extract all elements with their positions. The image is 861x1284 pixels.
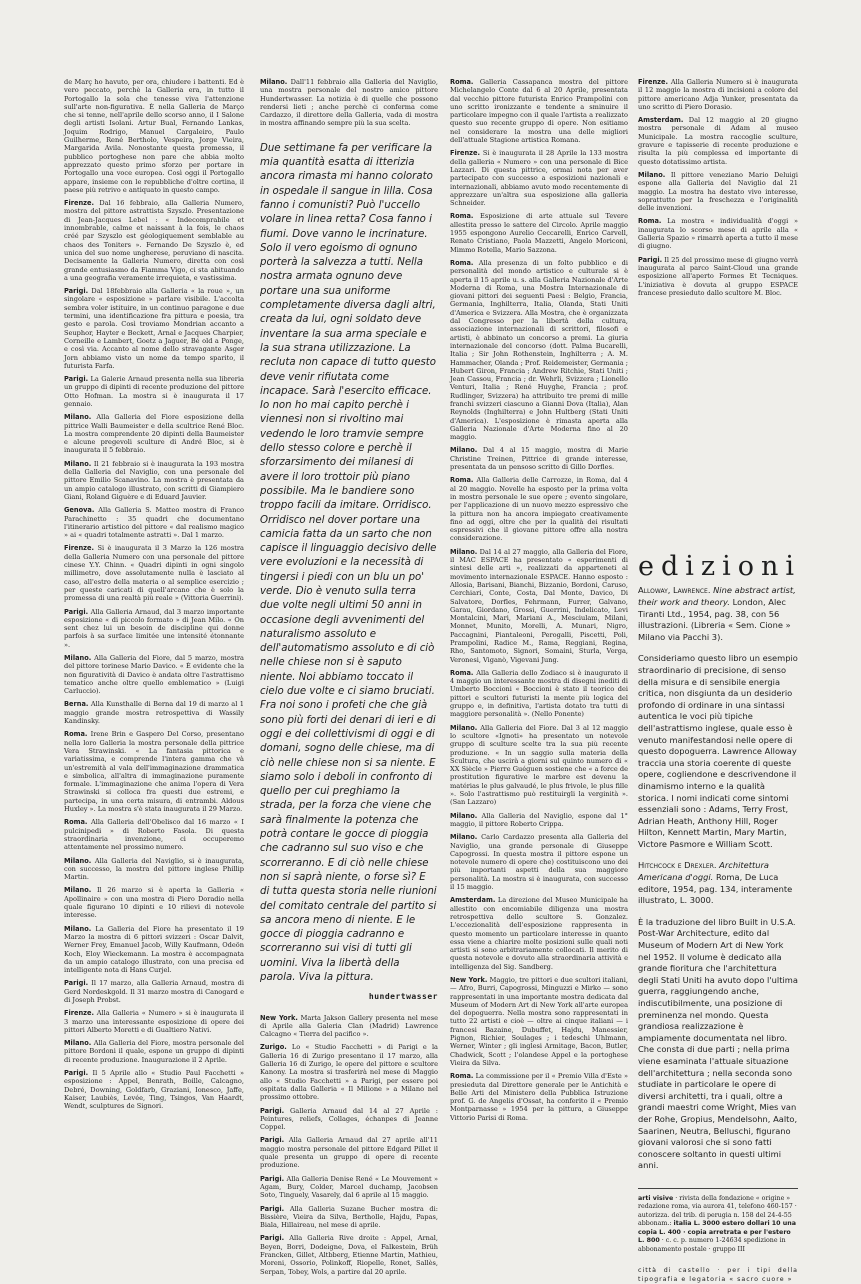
news-city: Parigi. [64, 979, 89, 988]
news-city: Milano. [64, 459, 92, 468]
news-item [450, 812, 628, 829]
news-text: La commissione per il « Premio Villa d'Este » presieduta dal Direttore generale per le Antichità e Belle Arti del Ministero della Pubblica Istruzione prof. G. de Angelis d'Ossat, ha conferito il « Premio Montparnasse » 1954 per la pittura, a Giuseppe Vittorio Parisi di Roma. [450, 1072, 628, 1122]
news-item [64, 375, 244, 408]
news-text: Alla Galleria Denise René « Le Mouvement » Agam, Bury, Colder, Marcel duchamp, Jacobsen Soto, Tinguely, Vasarely, dal 6 aprile al 15 maggio. [260, 1174, 438, 1200]
news-text: Il 5 Aprile allo « Studio Paul Facchetti » esposizione : Appel, Benrath, Boille, Calcagno, Debré, Downing, Goldfarb, Graziani, Ionesco, Jaffe, Kaiser, Laubiès, Levée, Ting, Tsingos, Van Haardt, Wendt, sculptures de Signori. [64, 1069, 244, 1111]
news-city: Milano. [260, 78, 288, 86]
news-city: Milano. [64, 924, 92, 933]
printer-footer: città di castello · per i tipi della tipografia e legatoria « sacro cuore » [638, 1267, 798, 1284]
news-text: Alla Galleria dello Zodiaco si è inaugurato il 4 maggio un interessante mostra di disegni inediti di Umberto Boccioni « Boccioni è stato il teorico dei pittori e scultori futuristi la mente più logica del gruppo e, in definitiva, l'artista dotato tra tutti di maggiore personalità ». (Nello Ponente) [450, 668, 628, 719]
news-item [64, 544, 244, 602]
news-city: Milano. [64, 856, 92, 865]
news-city: Parigi. [64, 287, 89, 296]
news-text: Maggio, tre pittori e due scultori italiani, — Afro, Burri, Capogrossi, Minguzzi e Mirko — sono rappresentati in una importante mostra dedicata dal Museum of Modern Art di New York all'arte europea del dopoguerra. Nella mostra sono rappresentati in tutto 22 artisti e cioè — oltre ai cinque italiani — i francesi Bazaine, Dubuffet, Hajdu, Manessier, Pignon, Richier, Soulages ; i tedeschi Uhlmann, Werner, Winter ; gli inglesi Armitage, Bacon, Butler, Chadwick, Scott ; l'olandese Appel e la portoghese Vieira da Silva. [450, 975, 628, 1067]
news-city: Parigi. [64, 1069, 89, 1078]
news-city: Firenze. [64, 199, 94, 208]
news-text: Dal 18febbraio alla Galleria « la roue », un singolare « esposizione » parlare visibile. L'accolta sembra voler istituire, in un continuo paragone e due termini, una identificazione fra pittura e poesia, tra gesto e parola. Così troviamo Mondrian accanto a Seuphor, Hayter e Beckett, Arnal e Jacques Charpier, Corneille e Lambert, Goetz a Jaguer, Bé old a Ponge, e così via. Accanto al nome dello stravagante Asger Jorn abbiamo visto un nome da tempo sparito, il futurista Farfa. [64, 287, 244, 370]
news-city: Roma. [450, 1072, 474, 1081]
news-city: Parigi. [260, 1234, 285, 1243]
news-city: Roma. [450, 78, 474, 86]
news-item [260, 1205, 438, 1230]
news-item [450, 669, 628, 719]
news-text: Alla Galleria del Naviglio, espone dal 1° maggio, il pittore Roberto Crippa. [450, 811, 628, 828]
news-city: Parigi. [260, 1136, 285, 1145]
news-text: de Març ho havuto, per ora, chiudere i battenti. Ed è vero peccato, perchè la Galleria era, in tutto il Portogallo la sola che tenesse viva l'attenzione sull'arte non-figurativa. È nella Galleria de Março che si tenne, nell'aprile dello scorso anno, il I Salone degli artisti Isolani. Artur Bual, Fernando Lankas, Joquim Rodrigo, Manuel Cargaleiro, Paulo Guilherme, René Bertholo, Vespeira, Jorge Vieira, Margarida Avila. Nonostante questa promessa, il pubblico portoghese non pare che abbia molto apprezzato questo primo sforzo per portare in Portogallo una voce europea. Così oggi il Portogallo appare, insieme con le repubbliche d'oltre cortina, il paese più retrivo e antiquato in questo campo. [64, 78, 244, 194]
news-item [64, 925, 244, 975]
news-city: Parigi. [64, 607, 89, 616]
news-item [64, 818, 244, 851]
colophon-postal: · c. c. p. numero 1-24634 spedizione in abbonamento postale · gruppo III [638, 1237, 786, 1253]
news-text: Dal 12 maggio al 20 giugno mostra personale di Adam al museo Municipale. La mostra raccoglie sculture, gravure e tapisserie di recente produzione e risulta la più complessa ed importante di questo dotatissimo artista. [638, 116, 798, 166]
news-city: Roma. [64, 818, 88, 827]
news-city: Milano. [450, 811, 478, 820]
news-item [638, 171, 798, 212]
news-text: Alla Galleria delle Carrozze, in Roma, dal 4 al 20 maggio. Novelle ha esposto per la prima volta in mostra personale le sue opere ; evento singolare, per l'applicazione di un nuovo mezzo espressivo che la pittura non ha ancora impiegato creativamente fino ad oggi, oltre che per la qualità dei risultati espressivi che il giovane pittore offre alla nostra considerazione. [450, 476, 628, 543]
colophon-divider [638, 1188, 798, 1189]
news-text: Il 21 febbraio si è inaugurata la 193 mostra della Galleria del Naviglio, con una personale del pittore Emilio Scanavino. La mostra è presentata da un ampio catalogo illustrato, con scritti di Giampiero Giani, Roland Giguère e di Eduard Jauvier. [64, 459, 244, 501]
book-author: Alloway, Lawrence. [638, 585, 711, 596]
news-item [64, 654, 244, 695]
news-text: Dal 16 febbraio, alla Galleria Numero, mostra del pittore astrattista Szyszlo. Presentazione di Jean-Jacques Lebel : « Indecomprabile et innombrable, calme et naissant à la fois, le chaos créé par Szyszlo est géologiquement semblable au chaos des Toniters ». Fernando De Szyszlo è, ed unica del suo nome ungherese, peruviano di nascita. Decisamente la Galleria Numero, diretta con così grande entusiasmo da Fiamma Vigo, ci sta abituando a una geografia veramente irrequieta, e vastissima. [64, 199, 244, 282]
news-text: Alla presenza di un folto pubblico e di personalità del mondo artistico e culturale si è aperta il 15 aprile u. s. alla Galleria Nazionale d'Arte Moderna di Roma, una Mostra Internazionale di giovani pittori dei seguenti Paesi : Belgio, Francia, Germania, Inghilterra, Italia, Olanda, Stati Uniti d'America e Svizzera. Alla Mostra, che è organizzata dal Congresso per la libertà della cultura, associazione internazionali di scrittori, filosofi e artisti, è abbinato un concorso a premi. La giuria internazionale del concorso (dott. Palma Bucarelli, Italia ; Sir John Rothenstein, Inghilterra ; A. M. Hammacher, Olanda ; Prof. Reidemeister, Germania ; Hubert Giron, Francia ; Andrew Ritchie, Stati Uniti ; Jean Cassou, Francia ; dr. Wehrli, Svizzera ; Lionello Venturi, Italia ; René Huyghe, Francia ; prof. Rudlinger, Svizzera) ha attribuito tre premi di mille franchi svizzeri ciascuno a Gianni Dova (Italia), Alan Reynolds (Inghilterra) e John Hultberg (Stati Uniti d'America). L'esposizione è rimasta aperta alla Galleria Nazionale d'Arte Moderna fino al 20 maggio. [450, 258, 628, 442]
news-item [638, 116, 798, 166]
news-item [64, 413, 244, 454]
news-city: Parigi. [260, 1106, 285, 1115]
news-item [260, 1175, 438, 1200]
news-text: La Galerie Arnaud presenta nella sua libreria un gruppo di dipinti di recente produzione del pittore Otto Hofman. La mostra si è inaugurata il 17 gennaio. [64, 375, 244, 408]
news-text: Si è inaugurata il 28 Aprile la 133 mostra della galleria « Numero » con una personale di Bice Lazzari. Di questa pittrice, ormai nota per aver partecipato con successo a esposizioni nazionali e internazionali, abbiamo avuto modo recentemente di apprezzare un'altra sua esposizione alla galleria Schneider. [450, 149, 628, 208]
news-text: La direzione del Museo Municipale ha allestito con encomiabile diligenza una mostra retrospettiva dello scultore S. Gonzalez. L'eccezionalità dell'esposizione rappresenta in questo momento un particolare interesse in quanto essa viene a chiarire molte posizioni sulle quali noti artisti si sono arbitrariamente collocati. Il merito di questa notevole e dovuto alla straordinaria attività e intelligenza del Sig. Sandberg. [450, 896, 628, 971]
news-text: Il 26 marzo si è aperta la Galleria « Apollinaire » con una mostra di Piero Doradio nella quale figurano 10 dipinti e 10 rilievi di notevole interesse. [64, 886, 244, 920]
news-city: Milano. [638, 170, 666, 179]
column-3 [450, 78, 628, 1127]
book-author: Hitchcock e Drexler. [638, 860, 717, 871]
news-text: Alla Galleria del Fiore, mostra personale del pittore Bordoni il quale, espone un gruppo di dipinti di recente produzione. Inaugurazione il 2 Aprile. [64, 1039, 244, 1064]
news-item [638, 256, 798, 297]
news-text: Alla Galleria Suzane Bucher mostra di: Bissière, Vieira da Silva, Bertholle, Hajdu, Papas, Biala, Hillaireau, nel mese di aprile. [260, 1204, 438, 1230]
news-city: Parigi. [260, 1204, 285, 1213]
news-text: Alla Galleria Rive droite : Appel, Arnal, Beyen, Borri, Dodeigne, Dova, el Falkestein, Brüh Francken, Gillet, Altbberg, Etienne Martin, Mathieu, Moreni, Ossorio, Polinkoff, Riopelle, Ronet, Sallès, Serpan, Tobey, Wols, a partire dal 20 aprile. [260, 1234, 438, 1276]
news-item [64, 1069, 244, 1110]
news-item [64, 78, 244, 194]
news-city: Roma. [450, 668, 474, 677]
news-city: Parigi. [260, 1174, 285, 1183]
news-item [64, 506, 244, 539]
news-item [450, 548, 628, 664]
news-item [64, 1009, 244, 1034]
news-city: Milano. [450, 446, 478, 455]
column-4 [638, 78, 802, 1284]
news-city: Roma. [450, 212, 474, 221]
manifesto-text: Due settimane fa per verificare la mia quantità esatta di itterizia ancora rimasta mi hanno colorato in ospedale il sangue in lilla. Cosa fanno i comunisti? Può l'uccello volare in linea retta? Cosa fanno i fiumi. Dove vanno le incrinature. Solo il vero egoismo di ognuno porterà la salvezza a tutti. Nella nostra armata ognuno deve portare una sua uniforme completamente diversa dagli altri, creata da lui, ogni soldato deve inventare la sua arma speciale e la sua strana utilizzazione. La recluta non capace di tutto questo deve venir rifiutata come incapace. Sarà l'esercito efficace. Io non ho mai capito perchè i viennesi non si rivoltino mai vedendo le loro tramvie sempre dello stesso colore e perchè il sforzarsimento dei milanesi di avere il loro trottoir più piano possibile. Ma le bandiere sono troppo facili da imitare. Orridisco. Orridisco nel dover portare una camicia fatta da un sarto che non capisce il linguaggio decisivo delle vere evoluzioni e la necessità di tingersi i piedi con un blu un po' verde. Dio è venuto sulla terra due volte negli ultimi 50 anni in occasione degli avvenimenti del naturalismo assoluto e dell'automatismo assoluto e di ciò nelle chiese non si è saputo niente. Noi abbiamo toccato il cielo due volte e ci siamo bruciati. Fra noi sono i profeti che che già sono più forti dei denari di ieri e di oggi e dei collettivismi di oggi e di domani, sogno delle chiese, ma di ciò nelle chiese non si sa niente. E siamo solo i deboli in confronto di quello per cui preghiamo la strada, per la forza che viene che sarà finalmente la potenza che potrà contare le gocce di pioggia che cadranno sul suo viso e che scorreranno. E di ciò nelle chiese non si saprà niente, o forse sì? E di tutta questa storia nelle riunioni del comitato centrale del partito si sa ancora meno di niente. E le gocce di pioggia cadranno e scorreranno sui visi di tutti gli uomini. Viva la libertà della parola. Viva la pittura. [260, 142, 437, 983]
news-item [64, 730, 244, 813]
news-text: Alla Galleria dell'Obelisco dal 16 marzo « I pulcinipedi » di Roberto Fasola. Di questa straordinaria invenzione, ci occuperemo attentamente nel prossimo numero. [64, 818, 244, 852]
news-text: Il pittore veneziano Mario Deluigi espone alla Galleria del Naviglio dal 21 maggio. La mostra ha destato vivo interesse, soprattutto per la freschezza e l'originalità delle invenzioni. [638, 170, 798, 213]
news-item [638, 78, 798, 111]
colophon-text: · rivista della fondazione « origine » redazione roma, via aurora 41, telefono 460-157 · autorizza. del trib. di perugia n. 158 del 24-4-55 abbonam.: [638, 1194, 797, 1228]
edizioni-heading: edizioni [638, 551, 802, 583]
news-city: Genova. [64, 506, 95, 515]
news-text: Alla Galleria Arnaud dal 27 aprile all'11 maggio mostra personale del pittore Edgard Pillet il quale presenta un gruppo di opere di recente produzione. [260, 1136, 438, 1170]
news-item [450, 212, 628, 253]
news-text: Dall'11 febbraio alla Galleria del Naviglio, una mostra personale del nostro amico pittore Hundertwasser. La notizia è di quelle che possono rendersi lieti ; anche perchè ci conferma come Cardazzo, il direttore della Galleria, vada di mostra in mostra affinando sempre più la sua scelta. [260, 78, 438, 128]
manifesto-signature: hundertwasser [368, 992, 438, 1002]
news-item [260, 1043, 438, 1101]
news-item [450, 78, 628, 144]
news-text: Dal 4 al 15 maggio, mostra di Marie Christine Treinen, Pittrice di grande interesse, presentata da un pensoso scritto di Gillo Dorfles. [450, 446, 628, 472]
news-text: Marta Jakson Gallery presenta nel mese di Aprile alla Galeria Clan (Madrid) Lawrence Calcagno « Tierra del pacifico ». [260, 1013, 438, 1039]
news-item [638, 217, 798, 250]
book-review: Consideriamo questo libro un esempio straordinario di precisione, di senso della misura e di sensibile energia critica, non disgiunta da un desiderio profondo di ordinare in una sintassi autentica le voci più tipiche dell'astrattismo inglese, quale esso è venuto manifestandosi nelle opere di questo dopoguerra. Lawrence Alloway traccia una storia coerente di queste opere, cogliendone e descrivendone il dinamismo interno e la qualità storica. I nomi indicati come sintomi essenziali sono : Adams, Terry Frost, Adrian Heath, Anthony Hill, Roger Hilton, Kennett Martin, Mary Martin, Victore Pasmore e William Scott. [638, 653, 798, 849]
news-text: Il 25 del prossimo mese di giugno verrà inaugurata al parco Saint-Cloud una grande esposizione all'aperto Formes Et Tecniques. L'iniziativa è dovuta al gruppo ESPACE francese presieduto dallo scultore M. Bloc. [638, 255, 798, 297]
book-entry [638, 860, 798, 906]
news-city: Roma. [450, 476, 474, 485]
news-city: Roma. [638, 217, 662, 226]
news-text: Alla Galleria del Naviglio, si è inaugurata, con successo, la mostra del pittore inglese Phillip Martin. [64, 856, 244, 882]
news-city: New York. [260, 1013, 298, 1022]
news-text: Alla Galleria Numero si è inaugurata il 12 maggio la mostra di incisioni a colore del pittore americano Adja Yunker, presentata da uno scritto di Piero Dorasio. [638, 78, 798, 111]
news-item [450, 724, 628, 807]
news-city: Parigi. [638, 255, 663, 264]
news-text: Lo « Studio Facchetti » di Parigi e la Galleria 16 di Zurigo presentano il 17 marzo, alla Galleria 16 di Zurigo, le opere del pittore e scultore Kanony. La mostra si trasferirà nel mese di Maggio allo « Studio Facchetti » a Parigi, per essere poi ospitata dalla Galleria « Il Milione » a Milano nel prossimo ottobre. [260, 1043, 438, 1102]
news-city: Firenze. [64, 544, 94, 553]
news-item [64, 700, 244, 725]
news-item [450, 896, 628, 971]
news-text: Dal 14 al 27 maggio, alla Galleria del Fiore, il MAC ESPACE ha presentato « esperimenti di sintesi delle arti », realizzati da apparteneti al movimento internazionale ESPACE. Hanno esposto : Allosia, Barisani, Bianchi, Bizzanio, Bordoni, Caruso, Cerchiari, Conte, Costa, Dal Monte, Davico, Di Salvatore, Dorfles, Fehrmann, Furrer, Galvano, Garau, Giordano, Grossi, Guerrini, Indelicato, Levi Montalcini, Mari, Mariani A., Mesciulam, Milani, Monnet, Munito, Morelli, A. Munari, Nigro, Paccagnini, Piantaleoni, Perogalli, Piscetti, Poli, Prampolini, Radice M., Rama, Reggiani, Regina, Rho, Santomoto, Signori, Somaini, Sturla, Verga, Veronesi, Viganò, Vigevani Jung. [450, 547, 628, 664]
news-text: Alla Kunsthalle di Berna dal 19 di marzo al 1 maggio grande mostra retrospettiva di Wassily Kandinsky. [64, 700, 244, 726]
news-city: Roma. [64, 730, 88, 739]
news-item [260, 1234, 438, 1275]
book-title: Nine abstract artist, their work and theory. [638, 585, 796, 608]
news-item [64, 460, 244, 501]
column-2 [260, 78, 438, 1281]
news-item [64, 199, 244, 282]
news-item [260, 1107, 438, 1132]
news-city: Amsterdam. [638, 116, 684, 125]
colophon-prices: italia L. 3000 estero dollari 10 una copia L. 400 · copia arretrata e per l'estero L. 800 [638, 1220, 796, 1245]
news-item [64, 608, 244, 649]
book-details: Roma, De Luca editore, 1954, pag. 134, interamente illustrato, L. 3000. [638, 872, 793, 906]
colophon [638, 1195, 798, 1255]
news-item [450, 149, 628, 207]
news-text: Irene Brin e Gaspero Del Corso, presentano nella loro Galleria la mostra personale della pittrice Vera Strawinski. « La fantasia pittorica e variatissima, e comprende l'intera gamma che và un'estremità al vala dell'immaginazione drammatica e simbolica, all'altra di immaginazione puramente formale. L'immaginazione che anima l'opera di Vera Strawinski si colloca fra questi due estremi, e partecipa, in una certa misura, di entrambi. Aldous Huxley ». La mostra s'è stata inaugurata il 29 Marzo. [64, 730, 244, 814]
book-entry [638, 585, 798, 643]
news-city: New York. [450, 975, 488, 984]
column-1 [64, 78, 244, 1116]
news-city: Milano. [64, 1039, 92, 1048]
news-city: Milano. [64, 654, 92, 662]
book-title: Architettura Americana d'oggi. [638, 860, 770, 883]
news-item [64, 886, 244, 919]
news-city: Firenze. [638, 78, 668, 86]
news-text: Alla Galleria del Fiore, dal 5 marzo, mostra del pittore torinese Mario Davico. « È evidente che la non figuratività di Davico è andata oltre l'astrattismo tematico anche oltre quello emblematico » (Luigi Carluccio). [64, 654, 244, 696]
news-city: Firenze. [450, 149, 480, 158]
news-text: La Galleria del Fiore ha presentato il 19 Marzo la mostra di 6 pittori svizzeri : Oscar Dalvit, Werner Frey, Emanuel Jacob, Willy Kaufmann, Odeön Koch, Eloy Wieckemann. La mostra è accompagnata da un ampio catalogo illustrato, con una precisa ed intelligente nota di Hans Curjel. [64, 924, 244, 975]
news-item [260, 1136, 438, 1169]
news-item [450, 446, 628, 471]
news-city: Roma. [450, 258, 474, 267]
news-city: Amsterdam. [450, 896, 496, 905]
news-text: Alla Galleria S. Matteo mostra di Franco Parachinetto : 35 quadri che documentano l'itinerario artistico del pittore « dal realismo magico » ai « quadri totalmente astratti ». Dal 1 marzo. [64, 506, 244, 540]
news-city: Milano. [450, 723, 478, 732]
news-item [450, 476, 628, 542]
book-review: È la traduzione del libro Built in U.S.A. Post-War Architecture, edito dal Museum of Modern Art di New York nel 1952. Il volume è dedicato alla grande fioritura che l'architettura degli Stati Uniti ha avuto dopo l'ultima guerra, raggiungendo anche, indiscutibilmente, una posizione di preminenza nel mondo. Questa grandiosa realizzazione è ampiamente documentata nel libro. Che consta di due parti ; nella prima viene esaminata l'attuale situazione dell'architettura ; nella seconda sono studiate in particolare le opere di diversi architetti, tra i quali, oltre a grandi maestri come Wright, Mies van der Rohe, Gropius, Mendelsohn, Aalto, Saarinen, Neutra, Belluschi, figurano giovani valorosi che si sono fatti conoscere soltanto in questi ultimi anni. [638, 916, 798, 1171]
news-text: Alla Galleria Arnaud, dal 3 marzo importante esposizione « di piccolo formato » di Jean Milo. « On sent chez lui un besoin de discipline qui donne parfois à sa surface limitée une intensité étonnante ». [64, 607, 244, 649]
news-text: Alla Galleria « Numero » si è inaugurata il 3 marzo una interessante esposizione di opere dei pittori Alberto Moretti e di Gualtiero Nativi. [64, 1009, 244, 1034]
news-text: Alla Galleria del Fiore esposizione della pittrice Walli Baumeister e della scultrice René Bloc. La mostra comprendente 20 dipinti della Baumeister e alcune pregevoli sculture di André Bloc, si è inaugurata il 5 febbraio. [64, 413, 244, 455]
news-text: Alla Galleria del Fiore. Dal 3 al 12 maggio lo scultore «Ignoti» ha presentato un notevole gruppo di sculture scelte tra la sua più recente produzione. « In un saggio sulla materia della Scultura, che uscirà a giorni sul quinto numero di « XX Siècle » Pierre Guéguen sostiene che « a force de prostitution figurative le marbre est devenu la matérias le plus galvaudé, le plus frivole, le plus fille ». Solo l'astrattismo può restituirgli la verginità ». (San Lazzaro) [450, 723, 628, 807]
news-text: Galleria Arnaud dal 14 al 27 Aprile : Peintures, reliefs, Collages, échanpes di Jeanne Coppel. [260, 1106, 438, 1132]
news-city: Parigi. [64, 375, 89, 384]
news-text: La mostra « individualità d'oggi » inaugurata lo scorso mese di aprile alla « Galleria Spazio » rimarrà aperta a tutto il mese di giugno. [638, 217, 798, 251]
news-city: Milano. [64, 413, 92, 422]
news-item [450, 1072, 628, 1122]
news-item [64, 1039, 244, 1064]
news-item [450, 259, 628, 442]
news-city: Milano. [64, 886, 92, 895]
news-text: Il 17 marzo, alla Galleria Arnaud, mostra di Gerd Nordeskgold. Il 31 marzo mostra di Canogard e di Joseph Probst. [64, 979, 244, 1004]
news-text: Carlo Cardazzo presenta alla Galleria del Naviglio, una grande personale di Giuseppe Capogrossi. In questa mostra il pittore espone un notevole numero di opere che) costituiscono uno dei più importanti aspetti della sua maggiore personalità. La mostra si è inaugurata, con successo il 15 maggio. [450, 833, 628, 892]
colophon-name: arti visive [638, 1194, 674, 1202]
news-city: Milano. [450, 833, 478, 842]
news-item [260, 78, 438, 128]
news-item [260, 1014, 438, 1039]
news-item [450, 976, 628, 1067]
book-details: London, Alec Tiranti Ltd., 1954, pag. 38, con 56 illustrazioni. (Libreria « Sem. Cione » Milano via Pacchi 3). [638, 597, 791, 642]
news-city: Milano. [450, 547, 478, 556]
news-item [64, 979, 244, 1004]
news-item [64, 857, 244, 882]
news-text: Si è inaugurata il 3 Marzo la 126 mostra della Galleria Numero con una personale del pittore cinese Y.Y. Chinn. « Quadri dipinti in ogni singolo millimetro, dove assolutamente nulla è lasciato al caso, all'estro della materia o al semplice esercizio ; per queste caricati di quell'arcano che è solo la promessa di una realtà più reale » (Vittoria Guerrini). [64, 544, 244, 603]
news-city: Berna. [64, 700, 89, 709]
news-item [64, 287, 244, 370]
news-city: Firenze. [64, 1009, 94, 1018]
news-city: Zurigo. [260, 1043, 287, 1052]
news-text: Galleria Cassapanca mostra del pittore Michelangelo Conte dal 6 al 20 Aprile, presentata dal vecchio pittore futurista Enrico Prampolini con uno scritto ironizzante e tendente a sminuire il particolare impegno con il quale l'artista a realizzato questo suo recente gruppo di opere. Non esitiamo nel considerare la mostra una delle migliori dell'attuale Stagione artistica Romana. [450, 78, 628, 145]
news-item [450, 833, 628, 891]
news-text: Esposizione di arte attuale sul Tevere allestita presso le sattere del Circolo. Aprile maggio 1955 espongono Aurelio Ceccarelli, Enrico Carvell, Renato Cristiano, Paola Mazzetti, Angelo Moriconi, Mimmo Rotella, Mario Sazzona. [450, 212, 628, 254]
